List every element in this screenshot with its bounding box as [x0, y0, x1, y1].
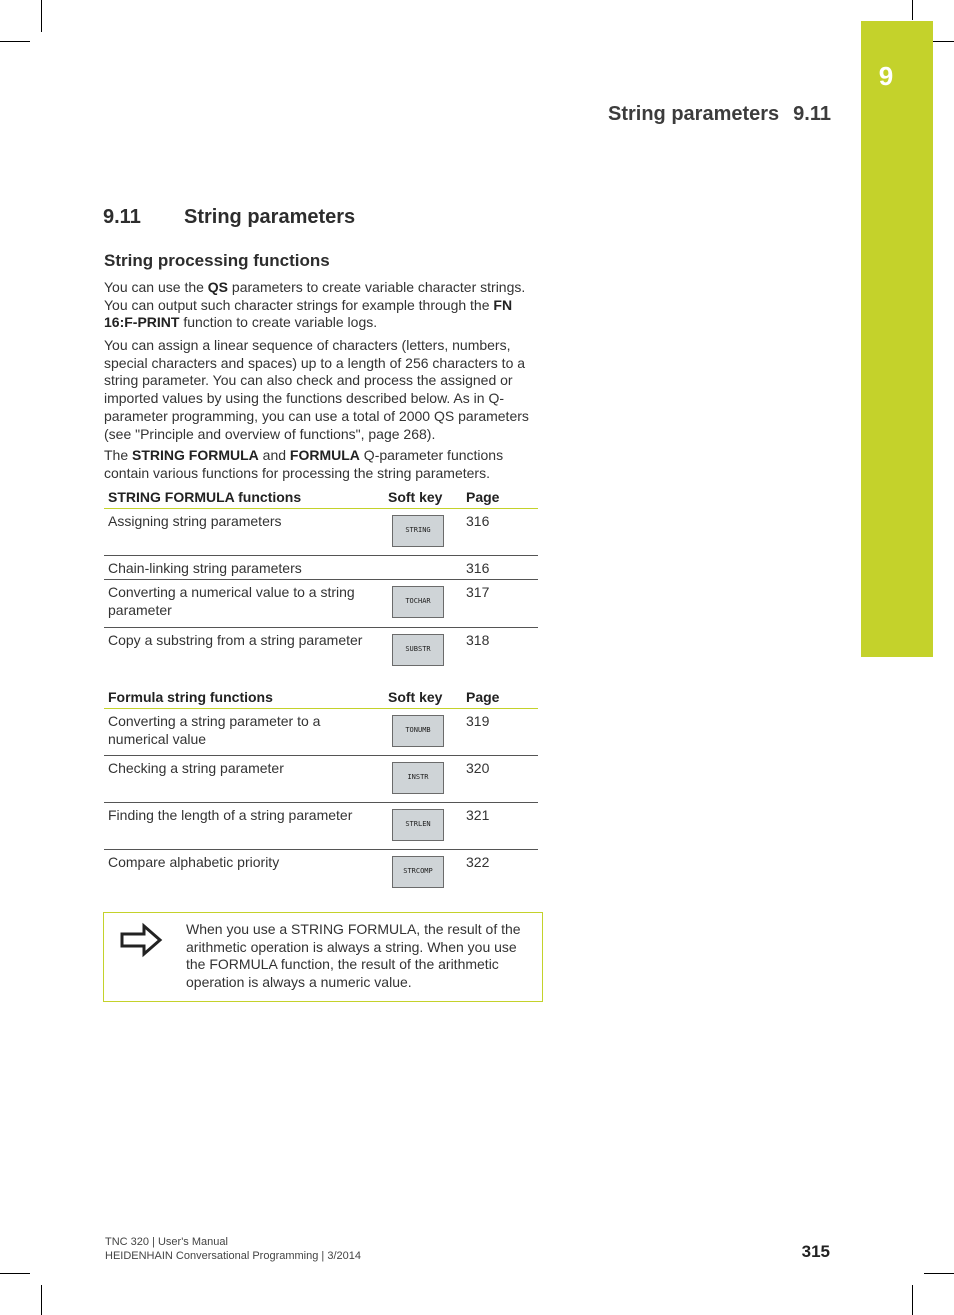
function-label: Converting a numerical value to a string parameter	[104, 580, 384, 628]
page-ref: 321	[462, 803, 538, 850]
note-box	[103, 912, 543, 1002]
column-header: Page	[462, 486, 538, 509]
page-ref: 320	[462, 756, 538, 803]
running-header	[608, 103, 831, 126]
column-header: Soft key	[384, 486, 462, 509]
crop-mark	[912, 0, 913, 20]
running-header-number: 9.11	[793, 103, 831, 125]
keyword: FORMULA	[289, 447, 360, 463]
softkey-button[interactable]: TOCHAR	[392, 586, 444, 618]
softkey-button[interactable]: INSTR	[392, 762, 444, 794]
softkey-button[interactable]: STRING	[392, 515, 444, 547]
text-run: function to create variable logs.	[179, 314, 378, 331]
running-header-title: String parameters	[608, 103, 780, 125]
softkey-cell	[384, 756, 462, 803]
softkey-button[interactable]: STRCOMP	[392, 856, 444, 888]
softkey-cell	[384, 709, 462, 756]
table-header-row	[104, 686, 538, 709]
text-run: and	[258, 447, 290, 463]
function-label: Converting a string parameter to a numerical value	[104, 709, 384, 756]
function-label: Finding the length of a string parameter	[104, 803, 384, 850]
column-header: Soft key	[384, 686, 462, 709]
section-title-text: String parameters	[184, 206, 356, 228]
table-row	[104, 756, 538, 803]
softkey-button[interactable]: STRLEN	[392, 809, 444, 841]
text-run: The	[104, 447, 133, 463]
table-row	[104, 580, 538, 628]
crop-mark	[41, 1285, 42, 1315]
page-ref: 316	[462, 509, 538, 556]
chapter-tab	[861, 21, 933, 657]
column-header: Page	[462, 686, 538, 709]
section-number: 9.11	[103, 206, 141, 228]
chapter-number: 9	[878, 61, 894, 91]
crop-mark	[912, 1285, 913, 1315]
section-title	[103, 206, 355, 229]
text-run: Q-parameter functions contain various functions for processing the string parameters.	[104, 447, 504, 481]
crop-mark	[0, 41, 30, 42]
table-header-row	[104, 486, 538, 509]
function-label: Checking a string parameter	[104, 756, 384, 803]
table-row	[104, 509, 538, 556]
column-header: Formula string functions	[104, 686, 384, 709]
function-label: Assigning string parameters	[104, 509, 384, 556]
crop-mark	[41, 0, 42, 32]
keyword: STRING FORMULA	[132, 447, 259, 463]
text-run: parameters to create variable character strings. You can output such character strings for example through the	[104, 279, 526, 313]
subsection-title: String processing functions	[104, 251, 330, 270]
page-ref: 316	[462, 556, 538, 580]
keyword: FN 16:F-PRINT	[104, 296, 513, 331]
page-ref: 322	[466, 854, 490, 870]
softkey-cell	[384, 628, 462, 676]
formula-string-table	[104, 686, 538, 897]
crop-mark	[924, 1273, 954, 1274]
crop-mark	[0, 1273, 30, 1274]
softkey-cell	[384, 509, 462, 556]
keyword: QS	[207, 279, 229, 295]
table-row	[104, 628, 538, 676]
column-header: STRING FORMULA functions	[104, 486, 384, 509]
page-ref: 317	[462, 580, 538, 628]
arrow-right-icon	[119, 921, 165, 961]
function-label: Copy a substring from a string parameter	[108, 632, 363, 648]
function-label: Chain-linking string parameters	[104, 556, 384, 580]
text-run: You can use the	[104, 279, 208, 295]
string-formula-table	[104, 486, 538, 676]
softkey-cell	[384, 556, 462, 580]
page-number: 315	[801, 1242, 830, 1261]
table-row	[104, 709, 538, 756]
footer-line-1: TNC 320 | User's Manual	[105, 1236, 228, 1248]
table-row	[104, 556, 538, 580]
page-ref: 319	[462, 709, 538, 756]
paragraph-3	[104, 447, 524, 482]
table-row	[104, 850, 538, 897]
softkey-cell	[384, 850, 462, 897]
footer-line-2: HEIDENHAIN Conversational Programming | 3/2014	[105, 1250, 361, 1262]
softkey-cell	[384, 803, 462, 850]
softkey-button[interactable]: TONUMB	[392, 715, 444, 747]
paragraph-2: You can assign a linear sequence of characters (letters, numbers, special characters and spaces) up to a length of 256 characters to a string parameter. You can also check and process the assigned or imported values by using the functions described below. As in Q-parameter programming, you can use a total of 2000 QS parameters (see "Principle and overview of functions", page 268).	[104, 337, 529, 442]
paragraph-1	[104, 279, 544, 332]
softkey-cell	[384, 580, 462, 628]
softkey-button[interactable]: SUBSTR	[392, 634, 444, 666]
function-label: Compare alphabetic priority	[108, 854, 280, 870]
table-row	[104, 803, 538, 850]
note-text: When you use a STRING FORMULA, the result of the arithmetic operation is always a string. When you use the FORMULA function, the result of the arithmetic operation is always a numeric value.	[186, 921, 521, 990]
footer	[105, 1235, 361, 1263]
page-ref: 318	[466, 632, 490, 648]
